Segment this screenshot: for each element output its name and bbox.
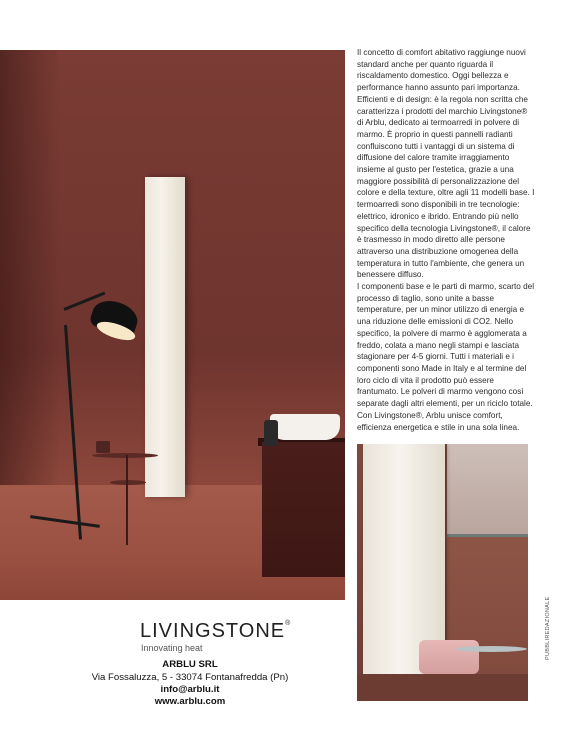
registered-mark: ® [285, 620, 292, 627]
detail-floor [357, 674, 528, 701]
bathroom-vanity [262, 442, 345, 577]
detail-glass-table [455, 646, 527, 652]
side-table-top [92, 453, 158, 458]
brand-logo-text: LIVINGSTONE [140, 620, 286, 642]
advertorial-label: PUBBLIREDAZIONALE [545, 596, 551, 660]
brand-logo [140, 620, 291, 643]
company-address: Via Fossaluzza, 5 - 33074 Fontanafredda (Pn) [91, 672, 289, 683]
main-product-photo [0, 50, 345, 600]
marble-radiator-panel [145, 177, 185, 497]
email-link[interactable]: info@arblu.it [160, 684, 220, 695]
detail-product-photo [357, 444, 528, 701]
article-paragraph-1: Il concetto di comfort abitativo raggiunge nuovi standard anche per quanto riguarda il riscaldamento domestico. Oggi bellezza e performance hanno assunto pari importanza. Efficienti e di design: è la regola non scritta che caratterizza i prodotti del marchio Livingstone® di Arblu, dedicato ai termoarredi in polvere di marmo. È proprio in questi pannelli radianti confluiscono tutti i vantaggi di un sistema di diffusione del calore tramite irraggiamento insieme al gusto per l'estetica, grazie a una maggiore possibilità di personalizzazione del colore e della texture, oltre agli 11 modelli base. I termoarredi sono disponibili in tre tecnologie: elettrico, idronico e ibrido. Entrando più nello specifico della tecnologia Livingstone®, il calore è trasmesso in modo diretto alle persone attraverso una distribuzione omogenea della temperatura in tutto l'ambiente, che genera un benessere diffuso. [357, 48, 535, 280]
detail-pink-towel [419, 640, 479, 674]
detail-upper-wall [447, 444, 528, 534]
brand-tagline: Innovating heat [141, 643, 203, 653]
towel [264, 420, 278, 446]
side-table-leg [126, 455, 128, 545]
side-table-lower-shelf [110, 480, 146, 485]
website-link[interactable]: www.arblu.com [154, 696, 226, 707]
article-body [357, 47, 535, 433]
wash-basin [270, 414, 340, 440]
company-name: ARBLU SRL [162, 659, 218, 670]
article-paragraph-2: I componenti base e le parti di marmo, scarto del processo di taglio, sono unite a basse temperature, per un minor utilizzo di energia e una riduzione delle emissioni di CO2. Nello specifico, la polvere di marmo è agglomerata a freddo, colata a mano negli stampi e lasciata stagionare per 4-5 giorni. Tutti i materiali e i componenti sono Made in Italy e al termine del loro ciclo di vita il prodotto può essere frantumato. Le polveri di marmo vengono così separate dagli altri elementi, per un riciclo totale. Con Livingstone®, Arblu unisce comfort, efficienza energetica e stile in una sola linea. [357, 282, 535, 432]
cup [96, 441, 110, 453]
